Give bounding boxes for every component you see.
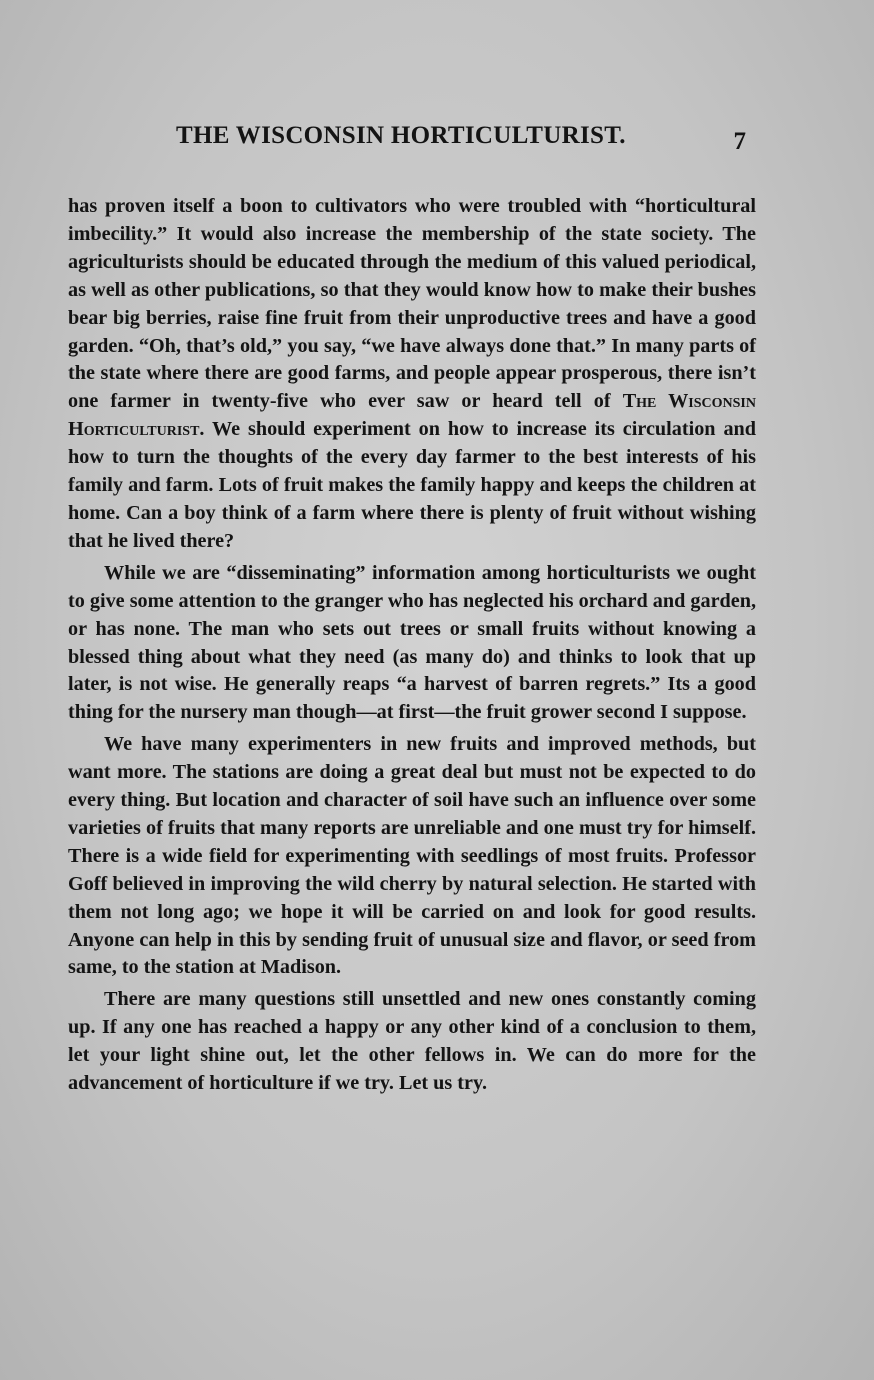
running-title: THE WISCONSIN HORTICULTURIST. xyxy=(176,122,626,149)
paragraph-3: We have many experimenters in new fruits and improved methods, but want more. The stations are doing a great deal but must not be expected to do every thing. But location and character of soil have such an influence over some varieties of fruits that many reports are unreliable and one must try for himself. There is a wide field for experimenting with seedlings of most fruits. Professor Goff believed in improving the wild cherry by natural selection. He started with them not long ago; we hope it will be carried on and look for good results. Anyone can help in this by sending fruit of unusual size and flavor, or seed from same, to the station at Madison. xyxy=(68,733,756,979)
paragraph-1-part-a: has proven itself a boon to cultivators who were troubled with “horticultural imbecility.” It would also increase the membership of the state society. The agriculturists should be educated through the medium of this valued periodical, as well as other publications, so that they would know how to make their bushes bear big berries, raise fine fruit from their unproductive trees and have a good garden. “Oh, that’s old,” you say, “we have always done that.” In many parts of the state where there are good farms, and people appear prosperous, there isn’t one farmer in twenty-five who ever saw or heard tell of xyxy=(68,195,756,413)
paragraph-2: While we are “disseminating” information among horticulturists we ought to give some attention to the granger who has neglected his orchard and garden, or has none. The man who sets out trees or small fruits without knowing a blessed thing about what they need (as many do) and thinks to look that up later, is not wise. He generally reaps “a harvest of barren regrets.” Its a good thing for the nursery man though—at first—the fruit grower second I suppose. xyxy=(68,561,756,724)
page-number: 7 xyxy=(733,128,746,155)
body-text xyxy=(68,193,756,1102)
paragraph-1 xyxy=(68,193,756,556)
paragraph-4: There are many questions still unsettled and new ones constantly coming up. If any one has reached a happy or any other kind of a conclusion to them, let your light shine out, let the other fellows in. We can do more for the advancement of horticulture if we try. Let us try. xyxy=(68,988,756,1095)
journal-title: The Wisconsin Horticulturist xyxy=(68,390,756,441)
paragraph-1-part-b: . We should experiment on how to increase its circulation and how to turn the thoughts of the every day farmer to the best interests of his family and farm. Lots of fruit makes the family happy and keeps the children at home. Can a boy think of a farm where there is plenty of fruit without wishing that he lived there? xyxy=(68,418,756,552)
page-header xyxy=(68,118,758,158)
